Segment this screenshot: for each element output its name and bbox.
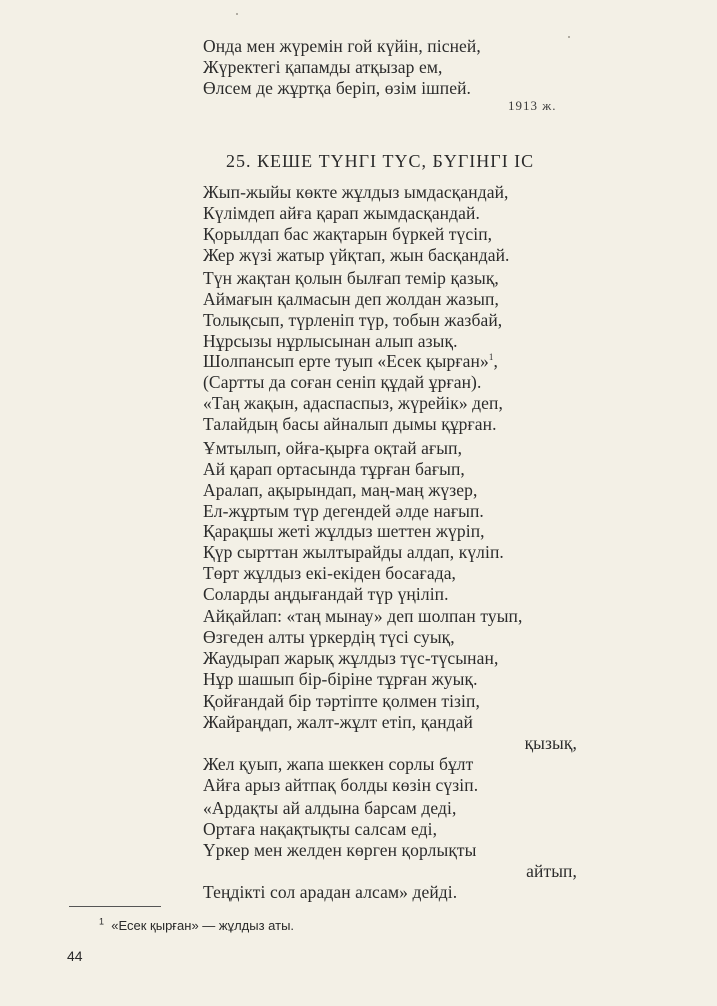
verse-line: Қойғандай бір тәртіпте қолмен тізіп, <box>203 691 480 711</box>
footnote <box>99 918 294 933</box>
verse-line: Қорылдап бас жақтарын бүркей түсіп, <box>203 224 493 244</box>
stanza-5 <box>203 521 593 605</box>
verse-line: Түн жақтан қолын былғап темір қазық, <box>203 268 499 288</box>
stanza-8 <box>203 798 593 903</box>
verse-line: Жаудырап жарық жұлдыз түс-түсынан, <box>203 648 499 668</box>
verse-line: Ұмтылып, ойға-қырға оқтай ағып, <box>203 438 463 458</box>
verse-line: Шолпансып ерте туып «Есек қырған»$^1$, <box>203 351 498 371</box>
footnote-text: «Есек қырған» — жұлдыз аты. <box>111 918 295 933</box>
stanza-1 <box>203 182 593 266</box>
verse-line: Аймағын қалмасын деп жолдан жазып, <box>203 289 499 309</box>
verse-line: Нұр шашып бір-біріне тұрған жуық. <box>203 669 478 689</box>
verse-line: Айға арыз айтпақ болды көзін сүзіп. <box>203 775 479 795</box>
verse-line: Теңдікті сол арадан алсам» дейді. <box>203 882 458 902</box>
verse-line: Жер жүзі жатыр үйқтап, жын басқандай. <box>203 245 510 265</box>
verse-line: Аралап, ақырындап, маң-маң жүзер, <box>203 480 478 500</box>
footnote-reference: 1 <box>488 352 494 363</box>
print-speck <box>236 13 238 15</box>
stanza-7 <box>203 691 593 796</box>
verse-line: Ай қарап ортасында тұрған бағып, <box>203 459 465 479</box>
poem-date: 1913 ж. <box>508 98 557 113</box>
verse-line: Үркер мен желден көрген қорлықты <box>203 840 477 860</box>
verse-line: «Ардақты ай алдына барсам деді, <box>203 798 457 818</box>
poem-title: 25. КЕШЕ ТҮНГІ ТҮС, БҮГІНГІ ІС <box>226 151 535 171</box>
footnote-marker: 1 <box>99 916 105 927</box>
verse-line: «Таң жақын, адаспаспыз, жүрейік» деп, <box>203 393 503 413</box>
verse-line: Ортаға нақақтықты салсам еді, <box>203 819 438 839</box>
verse-line: Жүректегі қапамды атқызар ем, <box>203 57 443 77</box>
verse-line: Жып-жыйы көкте жұлдыз ымдасқандай, <box>203 182 509 202</box>
verse-line-continuation: айтып, <box>526 861 577 881</box>
verse-line: (Сартты да соған сеніп құдай ұрған). <box>203 372 482 392</box>
verse-line: Толықсып, түрленіп түр, тобын жазбай, <box>203 310 503 330</box>
stanza-6 <box>203 606 593 690</box>
verse-line-continuation: қызық, <box>524 733 577 753</box>
opening-stanza <box>203 36 593 99</box>
verse-line: Қүр сырттан жылтырайды алдап, күліп. <box>203 542 504 562</box>
verse-line: Айқайлап: «таң мынау» деп шолпан туып, <box>203 606 523 626</box>
verse-line: Жел қуып, жапа шеккен сорлы бұлт <box>203 754 474 774</box>
verse-line: Соларды аңдығандай түр үңіліп. <box>203 584 449 604</box>
verse-line: Ел-жұртым түр дегендей әлде нағып. <box>203 501 484 521</box>
verse-line: Онда мен жүремін гой күйін, пісней, <box>203 36 481 56</box>
verse-line: Өлсем де жұртқа беріп, өзім ішпей. <box>203 78 472 98</box>
stanza-2 <box>203 268 593 352</box>
stanza-3 <box>203 351 593 435</box>
verse-text: Шолпансып ерте туып «Есек қырған» <box>203 351 489 371</box>
verse-line: Талайдың басы айналып дымы құрған. <box>203 414 497 434</box>
verse-line: Күлімдеп айға қарап жымдасқандай. <box>203 203 480 223</box>
stanza-4 <box>203 438 593 522</box>
verse-line: Нұрсызы нұрлысынан алып азық. <box>203 331 458 351</box>
verse-line: Өзгеден алты үркердің түсі суық, <box>203 627 455 647</box>
verse-line: Жайраңдап, жалт-жұлт етіп, қандай <box>203 712 473 732</box>
footnote-divider <box>69 906 161 907</box>
verse-line: Қарақшы жеті жұлдыз шеттен жүріп, <box>203 521 485 541</box>
page-number: 44 <box>67 948 83 964</box>
verse-line: Төрт жұлдыз екі-екіден босағада, <box>203 563 457 583</box>
